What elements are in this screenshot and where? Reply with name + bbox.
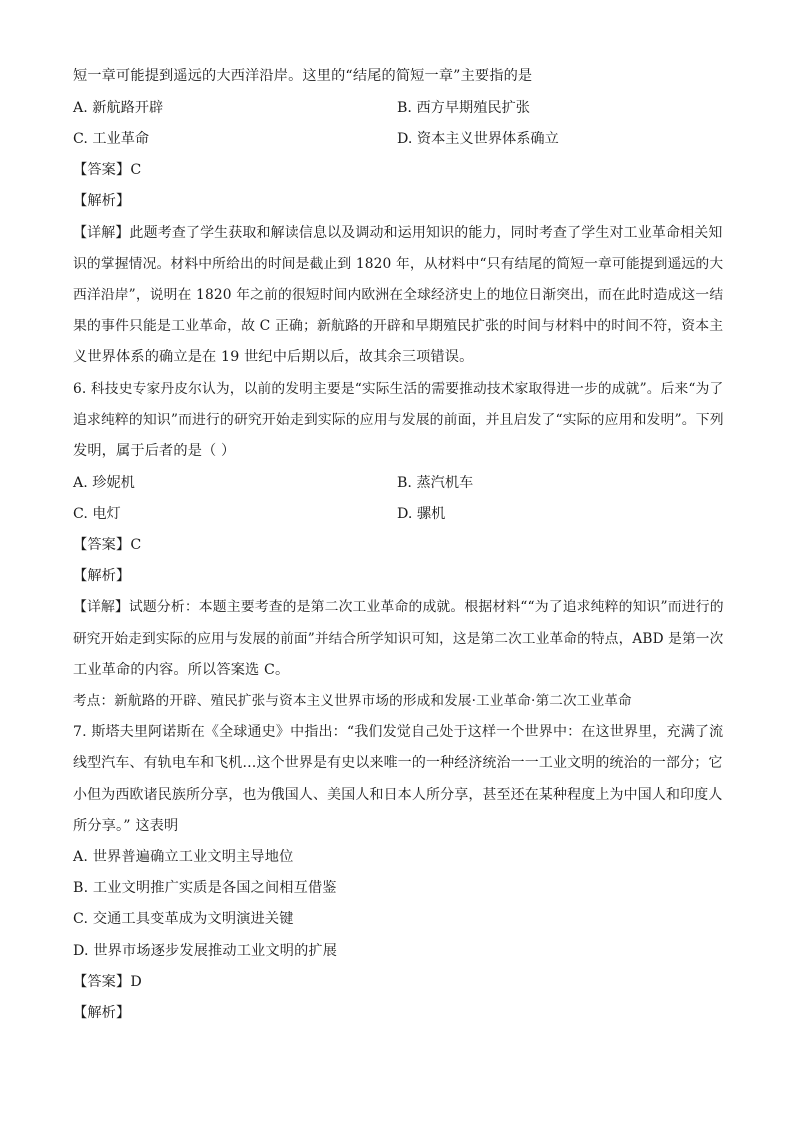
q7-answer: 【答案】D (73, 974, 142, 990)
q7-stem-line-1: 7. 斯塔夫里阿诺斯在《全球通史》中指出：“我们发觉自己处于这样一个世界中：在这世界里，充满了流 (73, 724, 724, 740)
q6-analysis-label: 【解析】 (73, 568, 131, 584)
q5-answer: 【答案】C (73, 162, 142, 178)
q5-detail-line-3: 西洋沿岸”，说明在 1820 年之前的很短时间内欧洲在全球经济史上的地位日渐突出，而在此时造成这一结 (73, 287, 724, 303)
q5-option-d: D. 资本主义世界体系确立 (397, 131, 559, 147)
q5-detail-line-4: 果的事件只能是工业革命，故 C 正确；新航路的开辟和早期殖民扩张的时间与材料中的时间不符，资本主 (73, 318, 724, 334)
q5-option-a: A. 新航路开辟 (73, 100, 164, 116)
q5-analysis-label: 【解析】 (73, 193, 131, 209)
q7-option-b: B. 工业文明推广实质是各国之间相互借鉴 (73, 880, 337, 896)
q6-detail-line-2: 研究开始走到实际的应用与发展的前面”并结合所学知识可知，这是第二次工业革命的特点，ABD 是第一次 (73, 631, 724, 647)
q6-answer: 【答案】C (73, 537, 142, 553)
q5-detail-line-2: 识的掌握情况。材料中所给出的时间是截止到 1820 年，从材料中“只有结尾的简短一章可能提到遥远的大 (73, 256, 724, 272)
q7-stem-line-4: 所分享。” 这表明 (73, 818, 179, 834)
q6-option-b: B. 蒸汽机车 (397, 475, 474, 491)
q6-detail-line-1: 【详解】试题分析：本题主要考查的是第二次工业革命的成就。根据材料““为了追求纯粹的知识”而进行的 (73, 599, 724, 615)
q6-option-a: A. 珍妮机 (73, 475, 135, 491)
q7-option-d: D. 世界市场逐步发展推动工业文明的扩展 (73, 943, 338, 959)
q7-option-c: C. 交通工具变革成为文明演进关键 (73, 911, 294, 927)
q6-detail-line-3: 工业革命的内容。所以答案选 C。 (73, 662, 290, 678)
q7-option-a: A. 世界普遍确立工业文明主导地位 (73, 849, 294, 865)
q5-detail-line-1: 【详解】此题考查了学生获取和解读信息以及调动和运用知识的能力，同时考查了学生对工业革命相关知 (73, 225, 723, 241)
q5-option-c: C. 工业革命 (73, 131, 150, 147)
q6-option-d: D. 骡机 (397, 506, 446, 522)
q5-stem-tail: 短一章可能提到遥远的大西洋沿岸。这里的“结尾的简短一章”主要指的是 (73, 68, 533, 84)
q5-option-b: B. 西方早期殖民扩张 (397, 100, 530, 116)
q7-analysis-label: 【解析】 (73, 1005, 131, 1021)
q7-stem-line-2: 线型汽车、有轨电车和飞机…这个世界是有史以来唯一的一种经济统治一一工业文明的统治的一部分；它 (73, 755, 723, 771)
q6-option-c: C. 电灯 (73, 506, 121, 522)
q7-stem-line-3: 小但为西欧诸民族所分享，也为俄国人、美国人和日本人所分享，甚至还在某种程度上为中国人和印度人 (73, 787, 723, 803)
q6-note: 考点：新航路的开辟、殖民扩张与资本主义世界市场的形成和发展·工业革命·第二次工业革命 (73, 693, 632, 709)
q6-stem-line-3: 发明，属于后者的是（ ） (73, 443, 236, 459)
q6-stem-line-2: 追求纯粹的知识”而进行的研究开始走到实际的应用与发展的前面，并且启发了“实际的应用和发明”。下列 (73, 412, 724, 428)
q6-stem-line-1: 6. 科技史专家丹皮尔认为，以前的发明主要是“实际生活的需要推动技术家取得进一步的成就”。后来“为了 (73, 381, 724, 397)
q5-detail-line-5: 义世界体系的确立是在 19 世纪中后期以后，故其余三项错误。 (73, 349, 474, 365)
